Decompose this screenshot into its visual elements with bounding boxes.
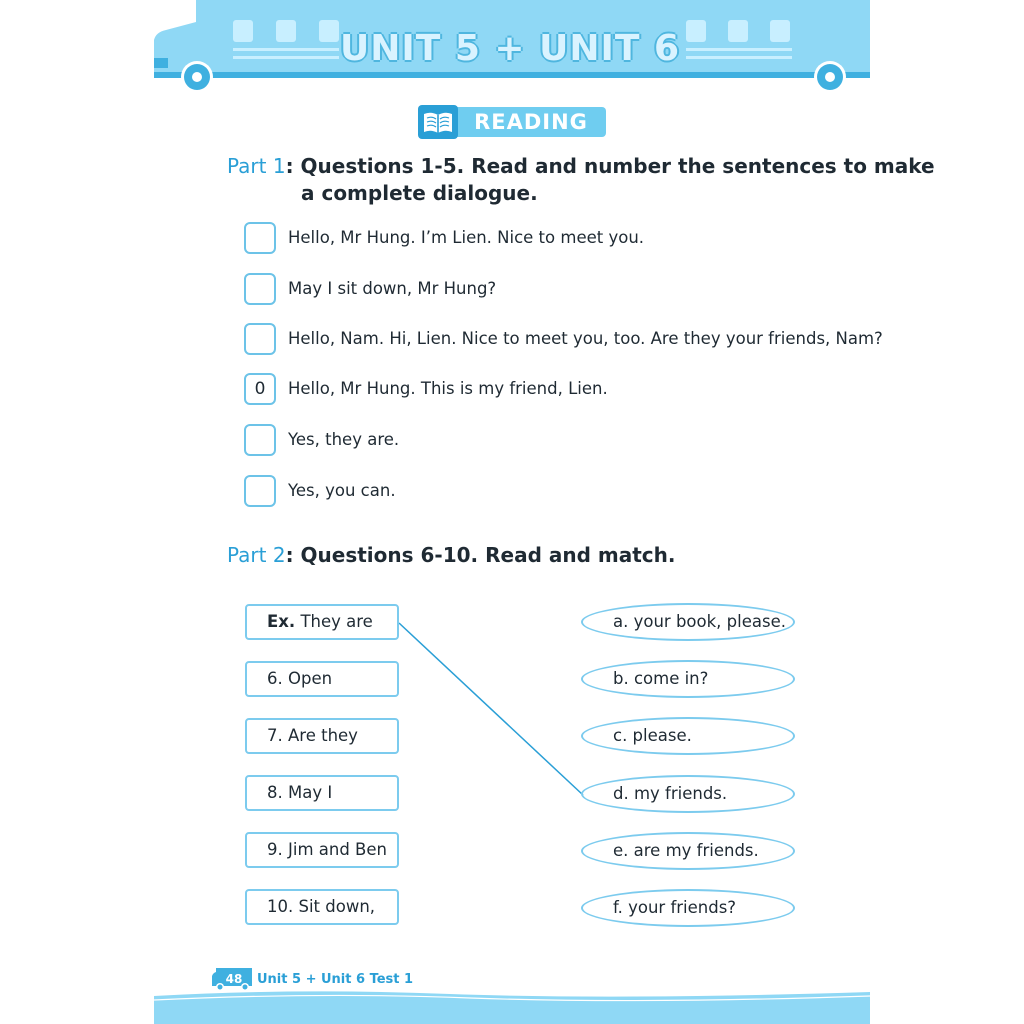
match-left-item[interactable] [245, 832, 399, 868]
item-text: Sit down, [298, 897, 376, 916]
part1-label: Part 1 [227, 154, 286, 178]
part2-instruction: : Questions 6-10. Read and match. [285, 543, 676, 567]
dialogue-sentence: Hello, Mr Hung. This is my friend, Lien. [288, 379, 608, 398]
example-match-line [399, 623, 583, 795]
match-right-item[interactable]: e. are my friends. [581, 832, 795, 870]
item-text: May I [288, 783, 333, 802]
dialogue-sentence: Yes, they are. [288, 430, 400, 449]
item-number: 8. [267, 783, 283, 802]
item-text: Open [288, 669, 333, 688]
match-right-item[interactable]: f. your friends? [581, 889, 795, 927]
match-left-item[interactable] [245, 775, 399, 811]
dialogue-sentence: May I sit down, Mr Hung? [288, 279, 497, 298]
page-number: 48 [225, 972, 243, 986]
match-left-item[interactable] [245, 718, 399, 754]
item-text: Are they [288, 726, 358, 745]
match-right-item[interactable]: c. please. [581, 717, 795, 755]
item-number: Ex. [267, 612, 296, 631]
answer-box[interactable]: 0 [244, 373, 276, 405]
part1-instruction-line2: a complete dialogue. [301, 181, 538, 205]
dialogue-sentence: Hello, Mr Hung. I’m Lien. Nice to meet you. [288, 228, 645, 247]
part1-instruction: : Questions 1-5. Read and number the sentences to make [285, 154, 935, 178]
match-right-item[interactable]: d. my friends. [581, 775, 795, 813]
match-right-item[interactable]: b. come in? [581, 660, 795, 698]
dialogue-sentence: Yes, you can. [288, 481, 396, 500]
match-left-item[interactable] [245, 604, 399, 640]
footer-wave [0, 980, 1024, 1024]
item-text: They are [300, 612, 373, 631]
match-left-item[interactable] [245, 889, 399, 925]
item-number: 9. [267, 840, 283, 859]
item-text: Jim and Ben [288, 840, 387, 859]
match-left-item[interactable] [245, 661, 399, 697]
footer-title: Unit 5 + Unit 6 Test 1 [257, 972, 414, 987]
match-right-item[interactable]: a. your book, please. [581, 603, 795, 641]
unit-title: UNIT 5 + UNIT 6 [339, 28, 681, 69]
item-number: 7. [267, 726, 283, 745]
item-number: 6. [267, 669, 283, 688]
part2-label: Part 2 [227, 543, 286, 567]
item-number: 10. [267, 897, 294, 916]
dialogue-sentence: Hello, Nam. Hi, Lien. Nice to meet you, too. Are they your friends, Nam? [288, 329, 883, 348]
section-label: READING [474, 110, 588, 134]
